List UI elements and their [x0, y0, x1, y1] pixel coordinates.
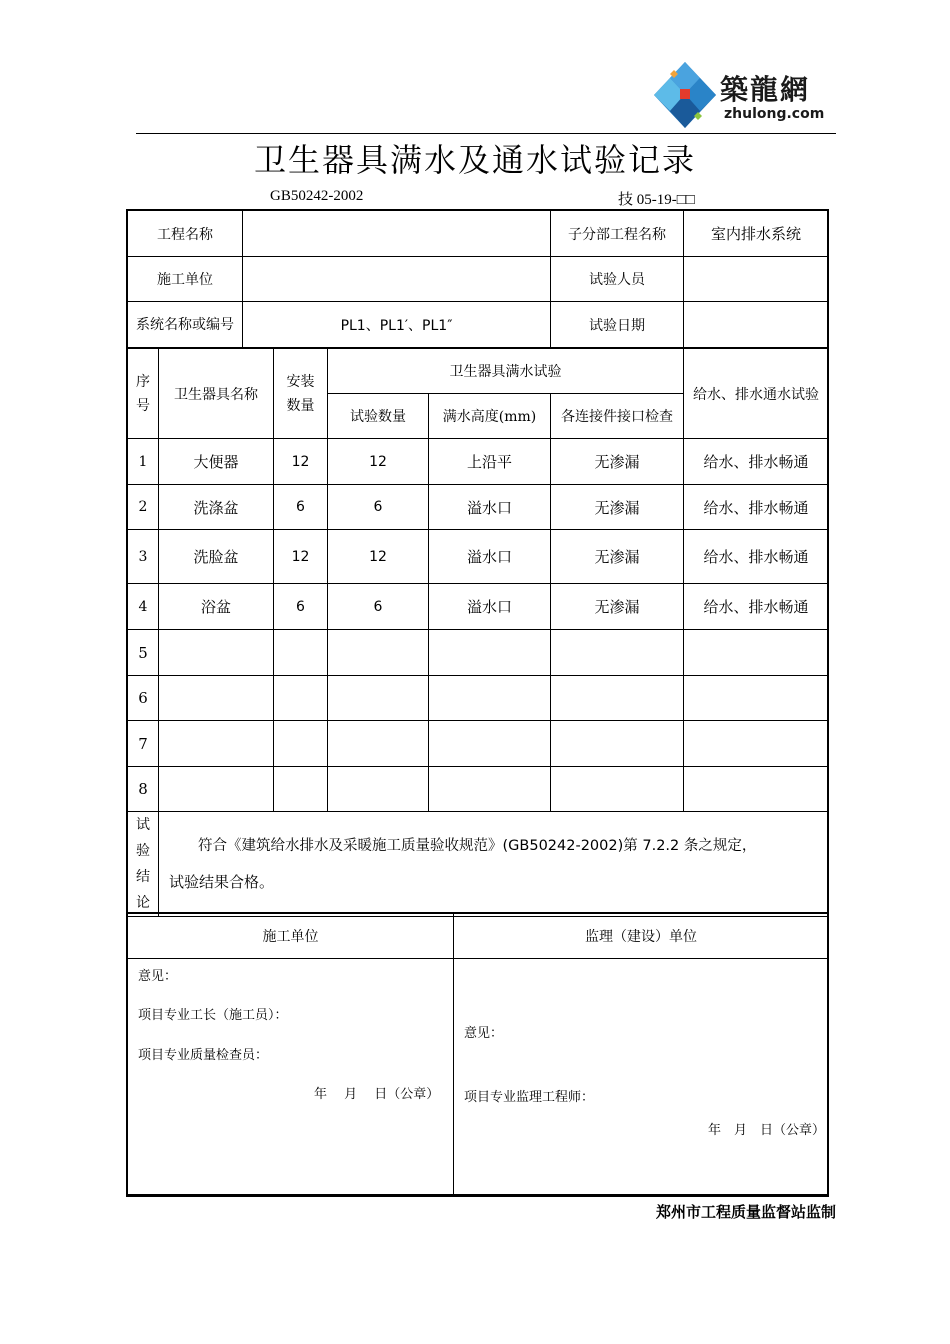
- col-seq-header: 序号: [128, 349, 159, 439]
- col-fill-height-header: 满水高度(mm): [429, 394, 551, 439]
- row-flow: 给水、排水畅通: [684, 584, 829, 630]
- row-test: [328, 630, 429, 676]
- row-flow: [684, 721, 829, 767]
- row-install: [274, 630, 328, 676]
- col-install-header: 安装数量: [274, 349, 328, 439]
- contractor-header: 施工单位: [128, 914, 454, 959]
- row-name: 洗脸盆: [159, 530, 274, 584]
- row-height: 溢水口: [429, 485, 551, 530]
- zhulong-logo-icon: [652, 60, 718, 130]
- row-name: [159, 721, 274, 767]
- row-name: [159, 767, 274, 812]
- foreman-label: 项目专业工长（施工员）：: [138, 1008, 288, 1023]
- row-joint: 无渗漏: [551, 485, 684, 530]
- row-joint: 无渗漏: [551, 530, 684, 584]
- project-name-label: 工程名称: [128, 211, 243, 257]
- col-name-header: 卫生器具名称: [159, 349, 274, 439]
- row-flow: [684, 767, 829, 812]
- test-table: [127, 348, 829, 917]
- quality-inspector-label: 项目专业质量检查员：: [138, 1048, 269, 1063]
- row-seq: 8: [128, 767, 159, 812]
- conclusion-label: [128, 812, 159, 917]
- top-rule: [136, 133, 836, 134]
- row-seq: 3: [128, 530, 159, 584]
- row-seq: 2: [128, 485, 159, 530]
- row-height: [429, 676, 551, 721]
- contractor-opinion: 意见：: [138, 969, 178, 984]
- row-height: [429, 721, 551, 767]
- col-joint-header: 各连接件接口检查: [551, 394, 684, 439]
- row-test: 12: [328, 439, 429, 485]
- row-flow: [684, 676, 829, 721]
- page-title: 卫生器具满水及通水试验记录: [253, 141, 696, 179]
- row-height: 溢水口: [429, 530, 551, 584]
- supervising-engineer-label: 项目专业监理工程师：: [464, 1090, 595, 1105]
- tester-label: 试验人员: [551, 257, 684, 302]
- row-flow: 给水、排水畅通: [684, 439, 829, 485]
- table-row: [128, 439, 829, 485]
- system-label: 系统名称或编号: [128, 302, 243, 348]
- row-name: 大便器: [159, 439, 274, 485]
- row-test: 6: [328, 485, 429, 530]
- table-row: [128, 721, 829, 767]
- table-row: [128, 485, 829, 530]
- conclusion-label-char: 验: [136, 843, 150, 859]
- row-joint: [551, 630, 684, 676]
- project-name-value: [243, 211, 551, 257]
- sub-project-value: 室内排水系统: [684, 211, 829, 257]
- row-install: [274, 676, 328, 721]
- row-install: 12: [274, 439, 328, 485]
- tester-value: [684, 257, 829, 302]
- table-row: [128, 584, 829, 630]
- conclusion-line-1: 符合《建筑给水排水及采暖施工质量验收规范》(GB50242-2002)第 7.2.2 条之规定，: [169, 838, 757, 854]
- row-install: 6: [274, 485, 328, 530]
- section-separator: [126, 347, 829, 349]
- row-install: 6: [274, 584, 328, 630]
- table-row: [128, 767, 829, 812]
- col-flow-header: 给水、排水通水试验: [684, 349, 829, 439]
- contractor-value: [243, 257, 551, 302]
- row-name: 浴盆: [159, 584, 274, 630]
- row-height: [429, 630, 551, 676]
- conclusion-text: [159, 812, 829, 917]
- logo-chinese: 築龍網: [720, 73, 811, 106]
- test-date-label: 试验日期: [551, 302, 684, 348]
- row-flow: 给水、排水畅通: [684, 485, 829, 530]
- row-height: 上沿平: [429, 439, 551, 485]
- supervisor-signoff: [454, 959, 829, 1195]
- row-height: [429, 767, 551, 812]
- footer-issuer: 郑州市工程质量监督站监制: [655, 1203, 836, 1221]
- row-test: 6: [328, 584, 429, 630]
- contractor-date: 年 月 日（公章）: [314, 1087, 440, 1102]
- header-table: [127, 210, 829, 348]
- row-seq: 4: [128, 584, 159, 630]
- row-height: 溢水口: [429, 584, 551, 630]
- row-seq: 1: [128, 439, 159, 485]
- row-joint: 无渗漏: [551, 439, 684, 485]
- col-test-qty-header: 试验数量: [328, 394, 429, 439]
- conclusion-label-char: 论: [136, 895, 150, 911]
- fill-test-group-header: 卫生器具满水试验: [328, 349, 684, 394]
- row-name: 洗涤盆: [159, 485, 274, 530]
- row-test: [328, 767, 429, 812]
- conclusion-label-char: 试: [136, 817, 150, 833]
- row-joint: [551, 721, 684, 767]
- conclusion-label-char: 结: [136, 869, 150, 885]
- test-date-value: [684, 302, 829, 348]
- row-test: [328, 676, 429, 721]
- row-name: [159, 630, 274, 676]
- row-joint: [551, 767, 684, 812]
- supervisor-header: 监理（建设）单位: [454, 914, 829, 959]
- row-test: 12: [328, 530, 429, 584]
- row-name: [159, 676, 274, 721]
- table-row: [128, 630, 829, 676]
- row-joint: 无渗漏: [551, 584, 684, 630]
- table-row: [128, 676, 829, 721]
- supervisor-date: 年 月 日（公章）: [708, 1123, 826, 1138]
- row-install: 12: [274, 530, 328, 584]
- supervisor-opinion: 意见：: [464, 1026, 504, 1041]
- zhulong-logo: [652, 60, 842, 130]
- row-seq: 5: [128, 630, 159, 676]
- row-seq: 7: [128, 721, 159, 767]
- row-seq: 6: [128, 676, 159, 721]
- signoff-table: [127, 913, 829, 1195]
- row-joint: [551, 676, 684, 721]
- row-flow: [684, 630, 829, 676]
- contractor-signoff: [128, 959, 454, 1195]
- standard-code: GB50242-2002: [270, 188, 364, 204]
- contractor-label: 施工单位: [128, 257, 243, 302]
- section-separator: [126, 912, 829, 914]
- form-code: 技 05-19-□□: [618, 192, 695, 208]
- row-flow: 给水、排水畅通: [684, 530, 829, 584]
- table-row: [128, 530, 829, 584]
- row-install: [274, 721, 328, 767]
- system-value: PL1、PL1′、PL1″: [243, 302, 551, 348]
- conclusion-line-2: 试验结果合格。: [169, 873, 275, 891]
- row-test: [328, 721, 429, 767]
- conclusion-row: [128, 812, 829, 917]
- sub-project-label: 子分部工程名称: [551, 211, 684, 257]
- row-install: [274, 767, 328, 812]
- logo-english: zhulong.com: [724, 106, 825, 122]
